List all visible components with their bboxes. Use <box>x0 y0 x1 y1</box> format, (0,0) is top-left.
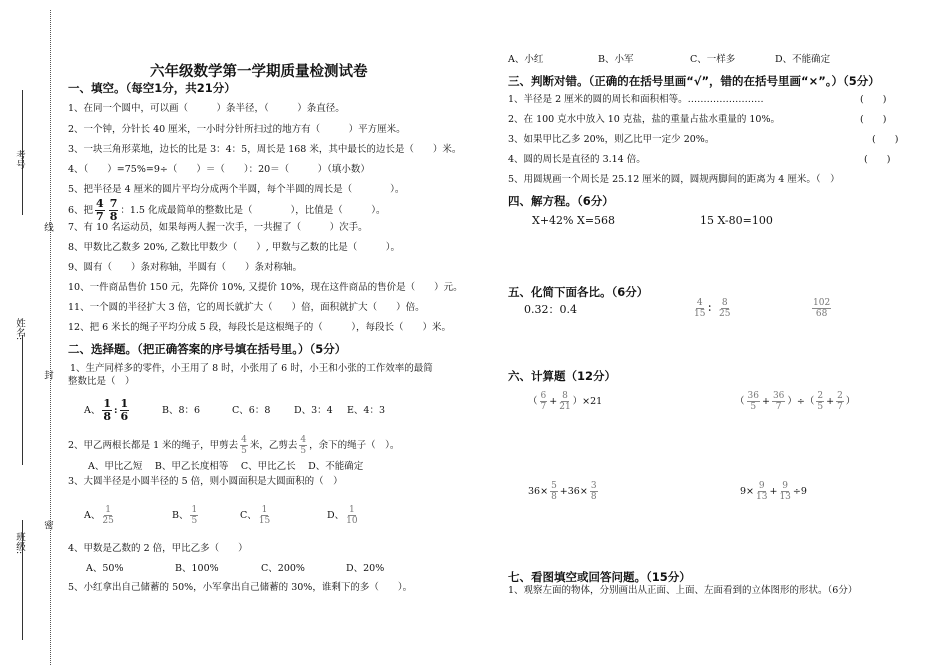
section3-heading: 三、判断对错。（正确的在括号里画“√”，错的在括号里画“×”。）（5分） <box>508 74 880 88</box>
s2-q5-option-c: C、一样多 <box>690 54 736 65</box>
xingming-label: 姓名: <box>14 318 25 341</box>
mi-mark: 密 <box>42 520 53 530</box>
s5-ratio1: 0.32：0.4 <box>524 303 577 316</box>
s2-q4-option-d: D、20% <box>346 563 385 574</box>
s1-q3: 3、一块三角形菜地，边长的比是 3：4：5，周长是 168 米，其中最长的边长是（ ）米。 <box>68 144 462 155</box>
s1-q5: 5、把半径是 4 厘米的圆片平均分成两个半圆，每个半圆的周长是（ ）。 <box>68 184 405 195</box>
s1-q7: 7、有 10 名运动员，如果每两人握一次手，一共握了（ ）次手。 <box>68 222 368 233</box>
s2-q5-option-d: D、不能确定 <box>775 54 831 65</box>
s1-q12: 12、把 6 米长的绳子平均分成 5 段，每段长是这根绳子的（ ），每段长（ ）米。 <box>68 322 452 333</box>
s3-q3-answer[interactable]: ( ) <box>872 134 899 145</box>
s2-q3-option-b: B、 $\frac{1}{5}$ <box>172 505 198 526</box>
s2-q1-a-frac1: $\frac{1}{8}$ <box>103 397 112 423</box>
s1-q2: 2、一个钟，分针长 40 厘米，一小时分针所扫过的地方有（ ）平方厘米。 <box>68 124 406 135</box>
section7-heading: 七、看图填空或回答问题。（15分） <box>508 570 691 584</box>
s2-q3-option-a: A、 $\frac{1}{25}$ <box>84 505 114 526</box>
s2-q2-options: A、甲比乙短 B、甲乙长度相等 C、甲比乙长 D、不能确定 <box>88 461 364 472</box>
page-title: 六年级数学第一学期质量检测试卷 <box>150 64 368 80</box>
s3-q4: 4、圆的周长是直径的 3.14 倍。 <box>508 154 646 165</box>
s7-q1: 1、观察左面的物体，分别画出从正面、上面、左面看到的立体图形的形状。（6分） <box>508 585 858 596</box>
s4-equation1: X+42% X=568 <box>532 214 616 227</box>
binding-dotted-line <box>50 10 51 665</box>
s3-q5: 5、用圆规画一个周长是 25.12 厘米的圆，圆规两脚间的距离为 4 厘米。（ ） <box>508 174 840 185</box>
s6-expr4: 9× $\frac{9}{13}$ + $\frac{9}{13}$ ÷9 <box>740 481 807 502</box>
s2-q1-line1: 1、生产同样多的零件，小王用了 8 时，小张用了 6 时，小王和小张的工作效率的最简 <box>70 363 433 374</box>
s2-q2-frac2: $\frac{4}{5}$ <box>300 435 307 456</box>
s5-ratio2: $\frac{4}{15}$ ： $\frac{8}{25}$ <box>694 298 731 319</box>
section4-heading: 四、解方程。（6分） <box>508 194 614 208</box>
s1-q6 <box>68 198 386 223</box>
s1-q6-suffix: ：1.5 化成最简单的整数比是（ ），比值是（ ）。 <box>120 204 386 216</box>
s2-q4: 4、甲数是乙数的 2 倍，甲比乙多（ ） <box>68 543 248 554</box>
feng-mark: 封 <box>42 370 53 380</box>
s3-q1: 1、半径是 2 厘米的圆的周长和面积相等。…………………… <box>508 94 764 105</box>
s1-q10: 10、一件商品售价 150 元，先降价 10%, 又提价 10%，现在这件商品的售价是（ ）元。 <box>68 282 463 293</box>
s1-q4: 4、（ ）=75%=9÷（ ）＝（ ）：20＝（ ）（填小数） <box>68 164 370 175</box>
s1-q6-prefix: 6、把 <box>68 204 94 216</box>
s2-q3-option-c: C、 $\frac{1}{15}$ <box>240 505 271 526</box>
s3-q2-answer[interactable]: ( ) <box>860 114 887 125</box>
s2-q1-a-frac2: $\frac{1}{6}$ <box>120 397 129 423</box>
s2-q1-option-d: D、3：4 <box>294 405 333 416</box>
section1-heading: 一、填空。（每空1分，共21分） <box>68 81 236 95</box>
s6-expr1: （ $\frac{6}{7}$ + $\frac{8}{21}$ ）×21 <box>528 391 603 412</box>
s2-q1-option-b: B、8：6 <box>162 405 201 416</box>
s2-q1-line2: 整数比是（ ） <box>68 376 135 387</box>
s2-q1-option-e: E、4：3 <box>347 405 386 416</box>
s2-q3: 3、大圆半径是小圆半径的 5 倍，则小圆面积是大圆面积的（ ） <box>68 476 343 487</box>
s1-q6-frac2: $\frac{7}{8}$ <box>109 197 118 223</box>
s2-q5: 5、小红拿出自己储蓄的 50%，小军拿出自己储蓄的 30%，谁剩下的多（ ）。 <box>68 582 413 593</box>
s1-q1: 1、在同一个圆中，可以画（ ）条半径，（ ）条直径。 <box>68 103 345 114</box>
s1-q11: 11、一个圆的半径扩大 3 倍，它的周长就扩大（ ）倍，面积就扩大（ ）倍。 <box>68 302 425 313</box>
banji-label: 班级: <box>14 532 25 555</box>
xingming-line <box>22 335 23 465</box>
section5-heading: 五、化简下面各比。（6分） <box>508 285 649 299</box>
s2-q1-option-a: A、 $\frac{1}{8}$ : $\frac{1}{6}$ <box>84 397 129 423</box>
section2-heading: 二、选择题。（把正确答案的序号填在括号里。）（5分） <box>68 342 347 356</box>
s2-q2: 2、甲乙两根长都是 1 米的绳子，甲剪去 $\frac{4}{5}$ 米，乙剪去 $\frac{4}{5}$ ，余下的绳子（ ）。 <box>68 435 400 456</box>
s3-q3: 3、如果甲比乙多 20%，则乙比甲一定少 20%。 <box>508 134 715 145</box>
xian-mark: 线 <box>42 222 53 232</box>
s2-q4-option-a: A、50% <box>86 563 124 574</box>
s3-q2: 2、在 100 克水中放入 10 克盐，盐的重量占盐水重量的 10%。 <box>508 114 780 125</box>
s4-equation2: 15 X-80=100 <box>700 214 773 227</box>
s2-q3-option-d: D、 $\frac{1}{10}$ <box>327 505 358 526</box>
s6-expr3: 36× $\frac{5}{8}$ +36× $\frac{3}{8}$ <box>528 481 597 502</box>
s1-q6-frac1: $\frac{4}{7}$ <box>96 197 104 223</box>
section6-heading: 六、计算题（12分） <box>508 369 617 383</box>
s2-q4-option-b: B、100% <box>175 563 219 574</box>
s1-q8: 8、甲数比乙数多 20%, 乙数比甲数少（ ）, 甲数与乙数的比是（ ）。 <box>68 242 401 253</box>
s2-q5-option-a: A、小红 <box>508 54 544 65</box>
s5-ratio3: $\frac{102}{68}$ <box>813 298 831 319</box>
s2-q4-option-c: C、200% <box>261 563 305 574</box>
s6-expr2: （ $\frac{36}{5}$ + $\frac{36}{7}$ ）÷（ $\frac{2}{5}$ + $\frac{2}{7}$ ） <box>735 391 856 412</box>
s1-q9: 9、圆有（ ）条对称轴，半圆有（ ）条对称轴。 <box>68 262 303 273</box>
s2-q2-frac1: $\frac{4}{5}$ <box>241 435 247 456</box>
s2-q1-option-c: C、6：8 <box>232 405 271 416</box>
s3-q1-answer[interactable]: ( ) <box>860 94 887 105</box>
kaohao-label: 考号 <box>14 150 25 169</box>
s2-q5-option-b: B、小军 <box>598 54 634 65</box>
s3-q4-answer[interactable]: ( ) <box>864 154 891 165</box>
